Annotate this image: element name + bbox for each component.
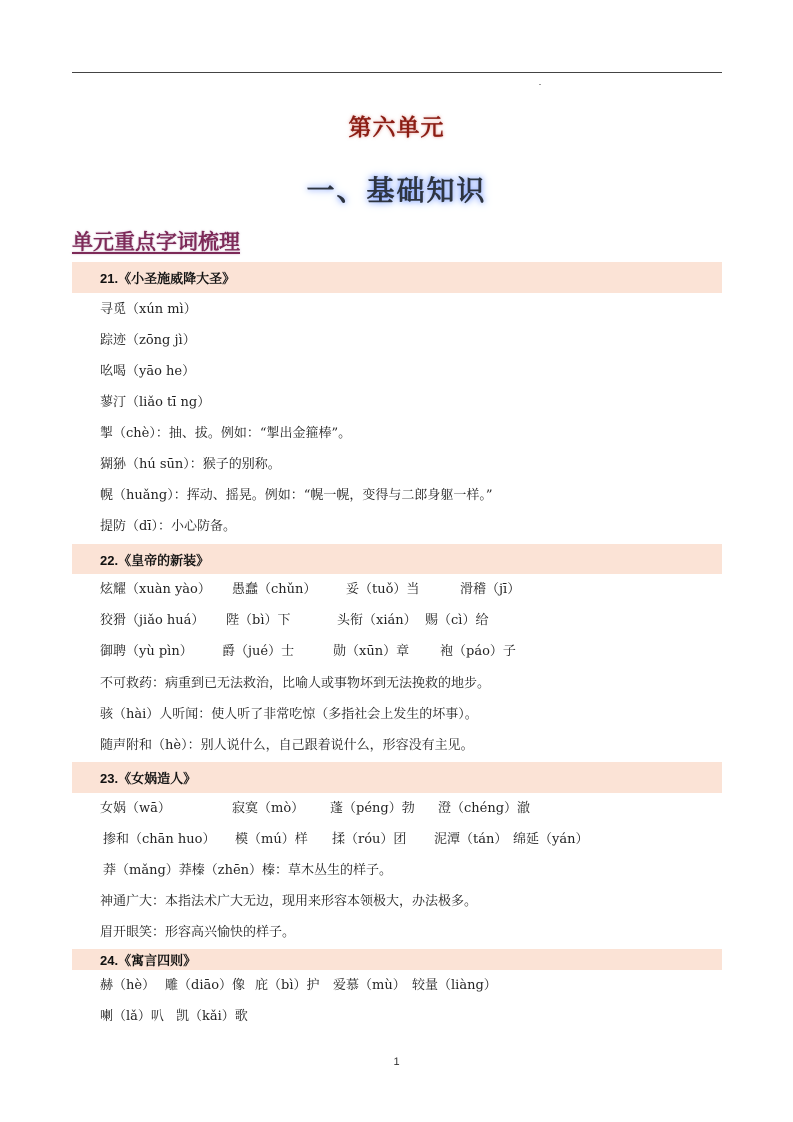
vocab-item: 蓬（péng）勃 bbox=[330, 801, 415, 816]
header-dot bbox=[539, 84, 541, 85]
page-number: 1 bbox=[393, 1056, 400, 1068]
lesson-21-line: 蓼汀（liǎo tī ng） bbox=[100, 395, 211, 410]
vocab-item: 爱慕（mù） bbox=[333, 978, 406, 993]
lesson-22-header: 22.《皇帝的新装》 bbox=[72, 544, 722, 574]
lesson-23-line: 莽（mǎng）莽榛（zhēn）榛：草木丛生的样子。 bbox=[103, 863, 393, 878]
vocab-item: 御聘（yù pìn） bbox=[100, 644, 193, 659]
lesson-23-line: 神通广大：本指法术广大无边，现用来形容本领极大，办法极多。 bbox=[100, 894, 478, 909]
lesson-22-vocab-row bbox=[100, 612, 488, 630]
lesson-21-line: 幌（huǎng）：挥动、摇晃。例如：“幌一幌，变得与二郎身躯一样。” bbox=[100, 488, 493, 503]
lesson-21-line: 提防（dī）：小心防备。 bbox=[100, 519, 236, 534]
lesson-24-vocab-row bbox=[100, 977, 497, 995]
vocab-item: 滑稽（jī） bbox=[460, 582, 521, 597]
vocab-item: 袍（páo）子 bbox=[440, 644, 516, 659]
vocab-item: 寂寞（mò） bbox=[232, 801, 305, 816]
vocab-item: 炫耀（xuàn yào） bbox=[100, 582, 211, 597]
vocab-item: 泥潭（tán） bbox=[434, 832, 508, 847]
vocab-item: 赐（cì）给 bbox=[425, 613, 489, 628]
vocab-item: 绵延（yán） bbox=[513, 832, 589, 847]
lesson-21-header: 21.《小圣施威降大圣》 bbox=[72, 262, 722, 293]
lesson-23-line: 眉开眼笑：形容高兴愉快的样子。 bbox=[100, 925, 296, 940]
vocab-item: 雕（diāo）像 bbox=[165, 978, 246, 993]
vocab-item: 女娲（wā） bbox=[100, 801, 171, 816]
vocab-item: 狡猾（jiǎo huá） bbox=[100, 613, 205, 628]
vocab-item: 较量（liàng） bbox=[412, 978, 497, 993]
vocab-item: 头衔（xián） bbox=[337, 613, 417, 628]
vocab-item: 爵（jué）士 bbox=[222, 644, 295, 659]
lesson-22-vocab-row bbox=[100, 581, 520, 599]
section-title: 一、基础知识 bbox=[306, 174, 487, 207]
vocab-item: 喇（lǎ）叭 bbox=[100, 1009, 164, 1024]
vocab-item: 庇（bì）护 bbox=[255, 978, 320, 993]
lesson-22-line: 不可救药：病重到已无法救治，比喻人或事物坏到无法挽救的地步。 bbox=[100, 676, 491, 691]
lesson-21-line: 吆喝（yāo he） bbox=[100, 364, 196, 379]
lesson-22-line: 随声附和（hè）：别人说什么，自己跟着说什么，形容没有主见。 bbox=[100, 738, 474, 753]
lesson-22-vocab-row bbox=[100, 643, 516, 661]
sub-heading: 单元重点字词梳理 bbox=[72, 230, 240, 254]
lesson-22-line: 骇（hài）人听闻：使人听了非常吃惊（多指社会上发生的坏事）。 bbox=[100, 707, 478, 722]
vocab-item: 揉（róu）团 bbox=[332, 832, 407, 847]
vocab-item: 凯（kǎi）歌 bbox=[176, 1009, 248, 1024]
vocab-item: 赫（hè） bbox=[100, 978, 156, 993]
vocab-item: 掺和（chān huo） bbox=[103, 832, 216, 847]
vocab-item: 妥（tuǒ）当 bbox=[346, 582, 420, 597]
vocab-item: 澄（chéng）澈 bbox=[438, 801, 531, 816]
lesson-23-header: 23.《女娲造人》 bbox=[72, 762, 722, 793]
lesson-21-line: 寻觅（xún mì） bbox=[100, 302, 197, 317]
lesson-24-vocab-row bbox=[100, 1008, 248, 1026]
lesson-21-line: 踪迹（zōng jì） bbox=[100, 333, 196, 348]
lesson-23-vocab-row bbox=[103, 831, 588, 849]
vocab-item: 陛（bì）下 bbox=[226, 613, 291, 628]
lesson-21-line: 掣（chè）：抽、拔。例如：“掣出金箍棒”。 bbox=[100, 426, 352, 441]
vocab-item: 愚蠢（chǔn） bbox=[232, 582, 317, 597]
vocab-item: 勋（xūn）章 bbox=[333, 644, 410, 659]
unit-title: 第六单元 bbox=[348, 115, 445, 141]
lesson-23-vocab-row bbox=[100, 800, 530, 818]
vocab-item: 模（mú）样 bbox=[235, 832, 308, 847]
lesson-21-line: 猢狲（hú sūn）：猴子的别称。 bbox=[100, 457, 281, 472]
header-rule bbox=[72, 72, 722, 73]
lesson-24-header: 24.《寓言四则》 bbox=[72, 949, 722, 970]
